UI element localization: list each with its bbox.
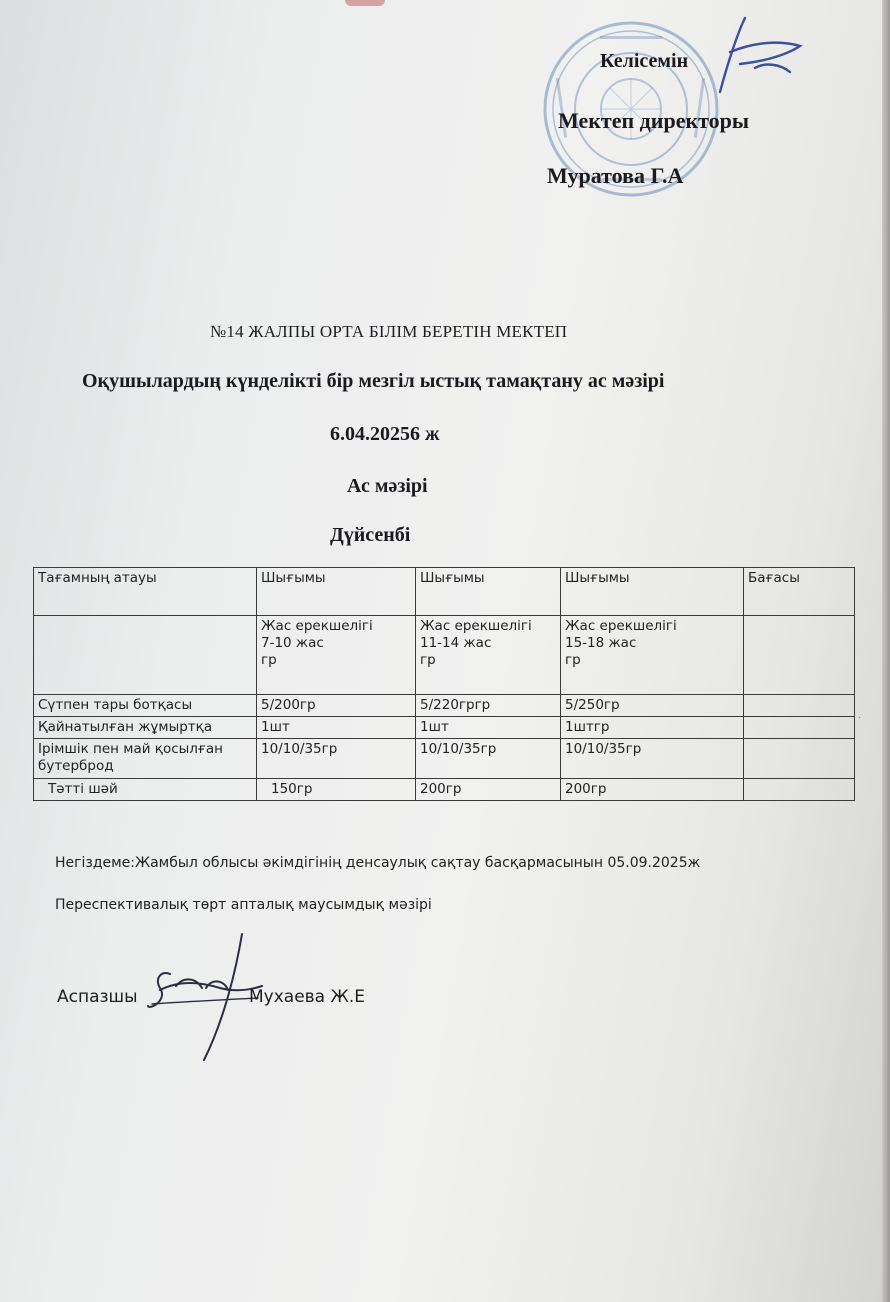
weekday: Дүйсенбі <box>330 524 411 546</box>
approval-line-1: Келісемін <box>600 50 689 72</box>
menu-date: 6.04.20256 ж <box>330 423 440 445</box>
yield-value: 200гр <box>561 779 744 801</box>
age-empty-cell <box>34 616 257 695</box>
yield-value: 5/220гргр <box>416 695 561 717</box>
dish-name: Тәтті шәй <box>34 779 257 801</box>
age-group-2-label: Жас ерекшелігі <box>420 618 532 634</box>
age-group-1-range: 7-10 жас <box>261 635 324 651</box>
dish-name: Қайнатылған жұмыртқа <box>34 717 257 739</box>
header-yield-3: Шығымы <box>561 568 744 616</box>
menu-label: Ас мәзірі <box>347 475 428 497</box>
menu-table <box>33 567 855 801</box>
yield-value: 10/10/35гр <box>416 739 561 779</box>
age-group-2-unit: гр <box>420 652 436 668</box>
approval-line-3: Муратова Г.А <box>547 163 684 188</box>
price-value <box>744 779 855 801</box>
dish-name: Сүтпен тары ботқасы <box>34 695 257 717</box>
table-row <box>34 739 855 779</box>
age-group-3-range: 15-18 жас <box>565 635 637 651</box>
age-price-cell <box>744 616 855 695</box>
age-group-1-label: Жас ерекшелігі <box>261 618 373 634</box>
age-group-3 <box>561 616 744 695</box>
yield-value: 10/10/35гр <box>257 739 416 779</box>
dish-name: Ірімшік пен май қосылған бутерброд <box>34 739 257 779</box>
age-group-2-range: 11-14 жас <box>420 635 492 651</box>
age-group-2 <box>416 616 561 695</box>
basis-text: Негіздеме:Жамбыл облысы әкімдігінің денсаулық сақтау басқармасынын 05.09.2025ж <box>55 855 701 871</box>
yield-value: 1шт <box>416 717 561 739</box>
school-name: №14 ЖАЛПЫ ОРТА БІЛІМ БЕРЕТІН МЕКТЕП <box>210 322 568 341</box>
header-yield-2: Шығымы <box>416 568 561 616</box>
yield-value: 5/250гр <box>561 695 744 717</box>
table-row <box>34 717 855 739</box>
price-value <box>744 739 855 779</box>
cook-name: Мухаева Ж.Е <box>249 987 365 1007</box>
yield-value: 1штгр <box>561 717 744 739</box>
age-group-3-label: Жас ерекшелігі <box>565 618 677 634</box>
director-signature-icon <box>700 12 810 102</box>
yield-value: 1шт <box>257 717 416 739</box>
yield-value: 5/200гр <box>257 695 416 717</box>
page-edge-shadow <box>882 0 890 1302</box>
header-price: Бағасы <box>744 568 855 616</box>
age-group-1 <box>257 616 416 695</box>
approval-line-2: Мектеп директоры <box>558 108 750 133</box>
yield-value: 150гр <box>257 779 416 801</box>
yield-value: 10/10/35гр <box>561 739 744 779</box>
age-group-3-unit: гр <box>565 652 581 668</box>
table-row <box>34 695 855 717</box>
header-dish: Тағамның атауы <box>34 568 257 616</box>
table-age-row <box>34 616 855 695</box>
basis-text-2: Переспективалық төрт апталық маусымдық мәзірі <box>55 897 432 913</box>
top-red-mark <box>345 0 385 6</box>
yield-value: 200гр <box>416 779 561 801</box>
price-value <box>744 695 855 717</box>
menu-title: Оқушылардың күнделікті бір мезгіл ыстық тамақтану ас мәзірі <box>82 370 665 392</box>
header-yield-1: Шығымы <box>257 568 416 616</box>
table-header-row <box>34 568 855 616</box>
age-group-1-unit: гр <box>261 652 277 668</box>
cook-role: Аспазшы <box>57 987 138 1007</box>
edge-mark: · <box>858 712 862 723</box>
price-value <box>744 717 855 739</box>
table-row <box>34 779 855 801</box>
